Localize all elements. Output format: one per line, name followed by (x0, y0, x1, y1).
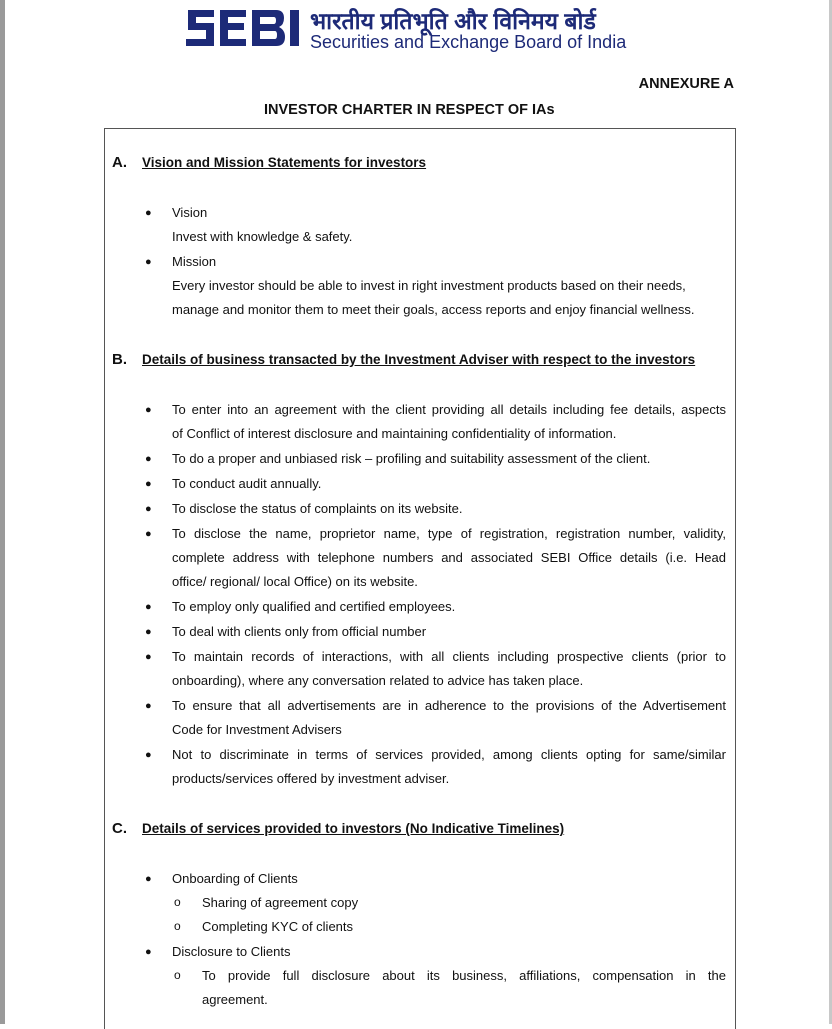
list-item: To employ only qualified and certified employees. (172, 599, 456, 614)
bullet-icon: ● (145, 207, 152, 219)
sub-bullet-icon: o (174, 968, 181, 982)
section-title: Details of business transacted by the Investment Adviser with respect to the investors (142, 352, 696, 367)
list-item: To disclose the status of complaints on its website. (172, 501, 463, 516)
bullet-icon: ● (145, 700, 152, 712)
list-item: To disclose the name, proprietor name, type of registration, registration number, validity, (172, 526, 726, 541)
org-name-hindi: भारतीय प्रतिभूति और विनिमय बोर्ड (310, 8, 596, 34)
bullet-icon: ● (145, 601, 152, 613)
viewer-left-edge (0, 0, 5, 1024)
sub-list-item: To provide full disclosure about its business, affiliations, compensation in the (202, 968, 726, 983)
section-title: Vision and Mission Statements for investors (142, 155, 427, 170)
list-item: To conduct audit annually. (172, 476, 322, 491)
list-item: To enter into an agreement with the client providing all details including fee details, aspects (172, 402, 726, 417)
bullet-icon: ● (145, 453, 152, 465)
bullet-icon: ● (145, 651, 152, 663)
sub-list-item: Sharing of agreement copy (202, 895, 359, 910)
bullet-icon: ● (145, 256, 152, 268)
list-item: To deal with clients only from official number (172, 624, 427, 639)
list-item: To ensure that all advertisements are in adherence to the provisions of the Advertisement (172, 698, 726, 713)
bullet-icon: ● (145, 626, 152, 638)
list-item: To do a proper and unbiased risk – profiling and suitability assessment of the client. (172, 451, 651, 466)
section-title: Details of services provided to investors (No Indicative Timelines) (142, 821, 565, 836)
sub-bullet-icon: o (174, 895, 181, 909)
bullet-icon: ● (145, 873, 152, 885)
section-a-heading (112, 154, 426, 171)
section-letter: A. (112, 154, 127, 171)
section-b-heading (112, 351, 695, 368)
list-item: To maintain records of interactions, with all clients including prospective clients (prior to (172, 649, 726, 664)
section-letter: C. (112, 820, 127, 837)
list-item-text: Invest with knowledge & safety. (172, 229, 353, 244)
section-c-heading (112, 820, 564, 837)
list-item-text: Code for Investment Advisers (172, 722, 342, 737)
list-item: Vision (172, 205, 208, 220)
org-name-english: Securities and Exchange Board of India (310, 32, 627, 52)
sub-list-item-text: agreement. (202, 992, 268, 1007)
section-letter: B. (112, 351, 127, 368)
sub-bullet-icon: o (174, 919, 181, 933)
bullet-icon: ● (145, 749, 152, 761)
list-item: Mission (172, 254, 217, 269)
bullet-icon: ● (145, 528, 152, 540)
list-item-text: onboarding), where any conversation related to advice has taken place. (172, 673, 584, 688)
list-item-text: Every investor should be able to invest in right investment products based on their needs, (172, 278, 686, 293)
bullet-icon: ● (145, 478, 152, 490)
bullet-icon: ● (145, 404, 152, 416)
bullet-icon: ● (145, 503, 152, 515)
list-item-text: complete address with telephone numbers and associated SEBI Office details (i.e. Head (172, 550, 726, 565)
sub-list-item: Completing KYC of clients (202, 919, 354, 934)
page-title: INVESTOR CHARTER IN RESPECT OF IAs (264, 102, 555, 118)
list-item-text: office/ regional/ local Office) on its website. (172, 574, 418, 589)
list-item-text: of Conflict of interest disclosure and maintaining confidentiality of information. (172, 426, 617, 441)
list-item: Not to discriminate in terms of services provided, among clients opting for same/similar (172, 747, 726, 762)
annexure-label: ANNEXURE A (638, 76, 734, 92)
list-item: Disclosure to Clients (172, 944, 291, 959)
list-item-text: manage and monitor them to meet their goals, access reports and enjoy financial wellness. (172, 302, 695, 317)
list-item-text: products/services offered by investment adviser. (172, 771, 450, 786)
list-item: Onboarding of Clients (172, 871, 298, 886)
bullet-icon: ● (145, 946, 152, 958)
sebi-logo (184, 2, 304, 52)
